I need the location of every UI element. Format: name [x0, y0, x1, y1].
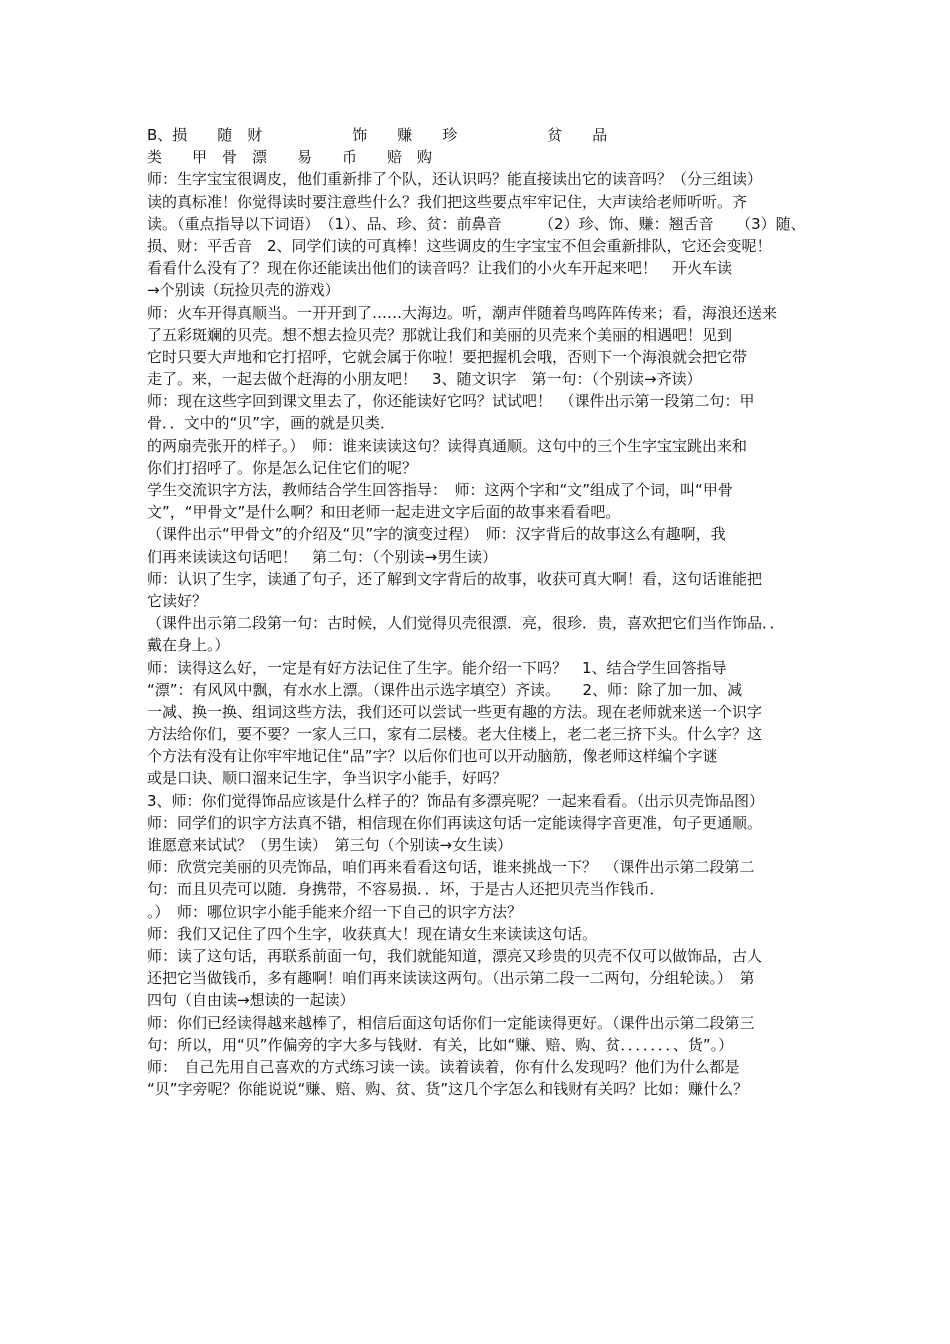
text-line: 学生交流识字方法，教师结合学生回答指导： 师：这两个字和“文”组成了个词，叫“甲骨: [147, 481, 733, 499]
text-line: 谁愿意来试试？（男生读） 第三句（个别读→女生读）: [147, 836, 513, 854]
text-line: 你们打招呼了。你是怎么记住它们的呢？: [147, 458, 418, 477]
text-line: 四句（自由读→想读的一起读）: [147, 991, 355, 1010]
text-line: 师：火车开得真顺当。一开开到了……大海边。听，潮声伴随着鸟鸣阵阵传来；看，海浪还送来: [147, 303, 778, 322]
text-line: →个别读（玩捡贝壳的游戏）: [147, 281, 340, 300]
text-line: 师：你们已经读得越来越棒了，相信后面这句话你们一定能读得更好。（课件出示第二段第三: [147, 1013, 755, 1032]
text-line: 类 甲 骨 漂 易 币 赔 购: [147, 148, 433, 167]
text-line: 师：现在这些字回到课文里去了，你还能读好它吗？试试吧！ （课件出示第一段第二句：甲: [147, 392, 755, 411]
text-line: 句：而且贝壳可以随．身携带，不容易损．．坏，于是古人还把贝壳当作钱币．: [147, 880, 665, 899]
text-line: 师：读了这句话，再联系前面一句，我们就能知道，漂亮又珍贵的贝壳不仅可以做饰品，古人: [147, 946, 763, 965]
text-line: 师：生字宝宝很调皮，他们重新排了个队，还认识吗？能直接读出它的读音吗？（分三组读）: [147, 170, 763, 189]
text-line: 。） 师：哪位识字小能手能来介绍一下自己的识字方法？: [147, 902, 523, 921]
text-line: （课件出示“甲骨文”的介绍及“贝”字的演变过程） 师：汉字背后的故事这么有趣啊，我: [147, 525, 726, 544]
text-line: 读的真标准！你觉得读时要注意些什么？我们把这些要点牢牢记住，大声读给老师听听。齐: [147, 192, 748, 211]
text-line: 戴在身上。）: [147, 636, 230, 655]
text-line: 3、师：你们觉得饰品应该是什么样子的？饰品有多漂亮呢？一起来看看。（出示贝壳饰品图）: [147, 791, 765, 810]
text-line: 师：读得这么好，一定是有好方法记住了生字。能介绍一下吗？ 1、结合学生回答指导: [147, 658, 727, 677]
text-line: 方法给你们，要不要？一家人三口，家有二层楼。老大住楼上，老二老三挤下头。什么字？这: [147, 725, 763, 744]
text-line: 师：认识了生字，读通了句子，还了解到文字背后的故事，收获可真大啊！看，这句话谁能把: [147, 569, 763, 588]
text-line: （课件出示第二段第一句：古时候，人们觉得贝壳很漂．亮，很珍．贵，喜欢把它们当作饰品．．: [147, 614, 785, 633]
text-line: 损、财：平舌音 2、同学们读的可真棒！这些调皮的生字宝宝不但会重新排队，它还会变呢！: [147, 236, 772, 255]
text-line: “贝”字旁呢？你能说说“赚、赔、购、贫、货”这几个字怎么和钱财有关吗？比如：赚什么？: [147, 1080, 749, 1099]
text-line: “漂”：有风风中飘，有水水上漂。（课件出示选字填空）齐读。 2、师：除了加一加、减: [147, 680, 743, 699]
text-line: 它读好？: [147, 591, 208, 610]
text-line: 师： 自己先用自己喜欢的方式练习读一读。读着读着，你有什么发现吗？他们为什么都是: [147, 1057, 740, 1076]
text-line: 的两扇壳张开的样子。） 师：谁来读读这句？读得真通顺。这句中的三个生字宝宝跳出来和: [147, 436, 748, 455]
text-line: 看看什么没有了？现在你还能读出他们的读音吗？让我们的小火车开起来吧！ 开火车读: [147, 259, 733, 278]
text-line: 句：所以，用“贝”作偏旁的字大多与钱财．有关，比如“赚、赔、购、贫．．．．．．．、货”。）: [147, 1035, 734, 1054]
text-line: 读。（重点指导以下词语） （1）、品、珍、贫：前鼻音 （2）珍、饰、赚：翘舌音 （3）随、: [147, 214, 806, 233]
text-line: 还把它当做钱币，多有趣啊！咱们再来读读这两句。（出示第二段一二两句，分组轮读。） 第: [147, 969, 755, 988]
text-line: 骨．．文中的“贝”字，画的就是贝类．: [147, 414, 396, 433]
text-line: 或是口诀、顺口溜来记生字，争当识字小能手，好吗？: [147, 769, 508, 788]
text-line: B、损 随 财 饰 赚 珍 贫 品: [147, 126, 608, 144]
text-line: 一减、换一换、组词这些方法，我们还可以尝试一些更有趣的方法。现在老师就来送一个识字: [147, 702, 763, 721]
text-line: 走了。来，一起去做个赶海的小朋友吧！ 3、随文识字 第一句：（个别读→齐读）: [147, 370, 702, 389]
text-line: 了五彩斑斓的贝壳。想不想去捡贝壳？那就让我们和美丽的贝壳来个美丽的相遇吧！见到: [147, 325, 733, 344]
text-line: 师：我们又记住了四个生字，收获真大！现在请女生来读读这句话。: [147, 924, 598, 943]
text-line: 它时只要大声地和它打招呼，它就会属于你啦！要把握机会哦，否则下一个海浪就会把它带: [147, 347, 748, 366]
text-line: 师：同学们的识字方法真不错，相信现在你们再读这句话一定能读得字音更准，句子更通顺。: [147, 813, 763, 832]
text-line: 个方法有没有让你牢牢地记住“品”字？以后你们也可以开动脑筋，像老师这样编个字谜: [147, 747, 718, 766]
text-line: 文”，“甲骨文”是什么啊？和田老师一起走进文字后面的故事来看看吧。: [147, 503, 621, 522]
text-line: 们再来读读这句话吧！ 第二句：（个别读→男生读）: [147, 547, 498, 566]
document-body: [147, 124, 817, 1100]
text-line: 师：欣赏完美丽的贝壳饰品，咱们再来看看这句话，谁来挑战一下？ （课件出示第二段第二: [147, 858, 755, 877]
